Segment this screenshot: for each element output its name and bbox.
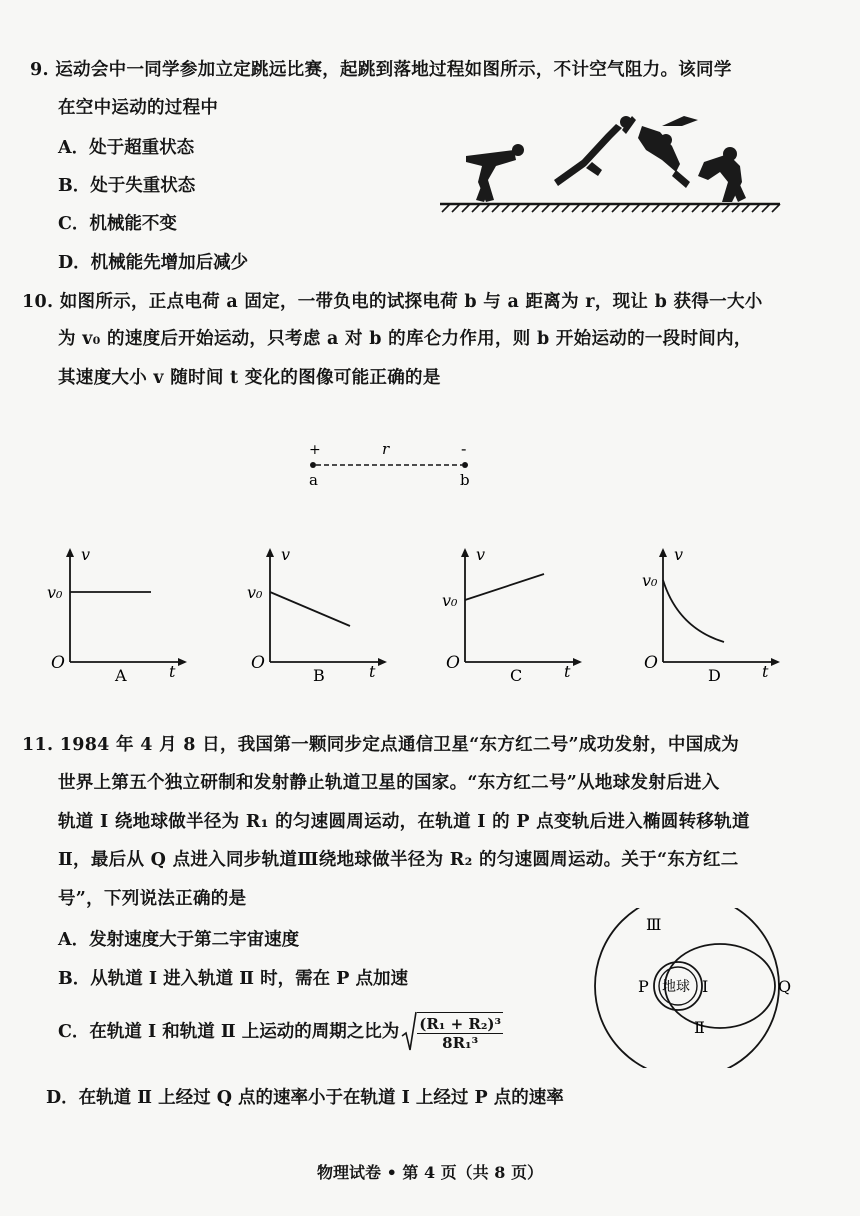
earth-label: 地球 — [662, 979, 690, 995]
q9-stem-line2: 在空中运动的过程中 — [58, 98, 219, 118]
graph-d-t-axis-label: t — [762, 662, 769, 681]
graph-b-v0-label: v₀ — [247, 583, 263, 602]
q11-stem-line1: 11. 1984 年 4 月 8 日，我国第一颗同步定点通信卫星“东方红二号”成功发射，中国成为 — [22, 735, 740, 755]
orbit-diagram — [592, 908, 792, 1068]
graph-c — [440, 540, 600, 690]
graph-b — [245, 540, 405, 690]
graph-c-origin: O — [446, 653, 460, 673]
period-ratio-fraction — [417, 1012, 503, 1052]
charge-b-label: b — [460, 471, 470, 489]
graph-b-v-axis-label: v — [281, 545, 291, 564]
page-footer: 物理试卷 • 第 4 页（共 8 页） — [317, 1163, 543, 1182]
distance-label: r — [382, 440, 390, 458]
graph-d-v0-label: v₀ — [642, 571, 658, 590]
graph-a-origin: O — [51, 653, 65, 673]
fraction-numerator: (R₁ + R₂)³ — [419, 1015, 502, 1033]
q9-option-b: B．处于失重状态 — [58, 176, 196, 196]
fraction-denominator: 8R₁³ — [442, 1034, 479, 1052]
q11-stem-line2: 世界上第五个独立研制和发射静止轨道卫星的国家。“东方红二号”从地球发射后进入 — [58, 773, 720, 793]
q10-stem-line3: 其速度大小 v 随时间 t 变化的图像可能正确的是 — [58, 368, 441, 388]
q11-stem-line5: 号”，下列说法正确的是 — [58, 889, 247, 909]
orbit-iii-label: Ⅲ — [646, 915, 662, 934]
q11-option-b: B．从轨道 Ⅰ 进入轨道 Ⅱ 时，需在 P 点加速 — [58, 969, 408, 989]
graph-a-v-axis-label: v — [81, 545, 91, 564]
point-p-label: P — [638, 977, 649, 996]
long-jump-figure — [436, 110, 786, 220]
q11-stem-line3: 轨道 Ⅰ 绕地球做半径为 R₁ 的匀速圆周运动，在轨道 Ⅰ 的 P 点变轨后进入椭圆转移轨道 — [58, 812, 750, 832]
graph-d — [638, 540, 798, 690]
charge-a-label: a — [309, 471, 318, 489]
plus-sign: + — [309, 442, 321, 458]
orbit-ii-label: Ⅱ — [694, 1018, 705, 1037]
graph-c-letter: C — [510, 666, 523, 685]
graph-b-letter: B — [313, 666, 325, 685]
q9-stem-line1: 9. 运动会中一同学参加立定跳远比赛，起跳到落地过程如图所示，不计空气阻力。该同学 — [30, 60, 732, 80]
graph-b-t-axis-label: t — [369, 662, 376, 681]
q11-option-d: D．在轨道 Ⅱ 上经过 Q 点的速率小于在轨道 Ⅰ 上经过 P 点的速率 — [46, 1088, 564, 1108]
graph-a-letter: A — [115, 666, 127, 685]
q9-option-c: C．机械能不变 — [58, 214, 177, 234]
charge-diagram — [300, 440, 480, 490]
q11-option-c-text: C．在轨道 Ⅰ 和轨道 Ⅱ 上运动的周期之比为 — [58, 1022, 400, 1042]
graph-c-v-axis-label: v — [476, 545, 486, 564]
q11-stem-line4: Ⅱ，最后从 Q 点进入同步轨道Ⅲ绕地球做半径为 R₂ 的匀速圆周运动。关于“东方红二 — [58, 850, 739, 870]
graph-a — [45, 540, 205, 690]
q11-option-a: A．发射速度大于第二宇宙速度 — [58, 930, 300, 950]
graph-d-letter: D — [708, 666, 721, 685]
q9-option-a: A．处于超重状态 — [58, 138, 195, 158]
graph-a-v0-label: v₀ — [47, 583, 63, 602]
graph-c-v0-label: v₀ — [442, 591, 458, 610]
graph-c-t-axis-label: t — [564, 662, 571, 681]
orbit-i-label: Ⅰ — [702, 977, 709, 996]
q9-option-d: D．机械能先增加后减少 — [58, 253, 249, 273]
graph-d-origin: O — [644, 653, 658, 673]
graph-a-t-axis-label: t — [169, 662, 176, 681]
q11-option-c — [58, 1010, 503, 1054]
q10-stem-line2: 为 v₀ 的速度后开始运动，只考虑 a 对 b 的库仑力作用，则 b 开始运动的一段时间内， — [58, 329, 752, 349]
point-q-label: Q — [778, 977, 792, 996]
q10-stem-line1: 10. 如图所示，正点电荷 a 固定，一带负电的试探电荷 b 与 a 距离为 r，现让 b 获得一大小 — [22, 292, 763, 312]
minus-sign: - — [461, 440, 467, 458]
sqrt-sign — [401, 1010, 417, 1054]
graph-b-origin: O — [251, 653, 265, 673]
graph-d-v-axis-label: v — [674, 545, 684, 564]
